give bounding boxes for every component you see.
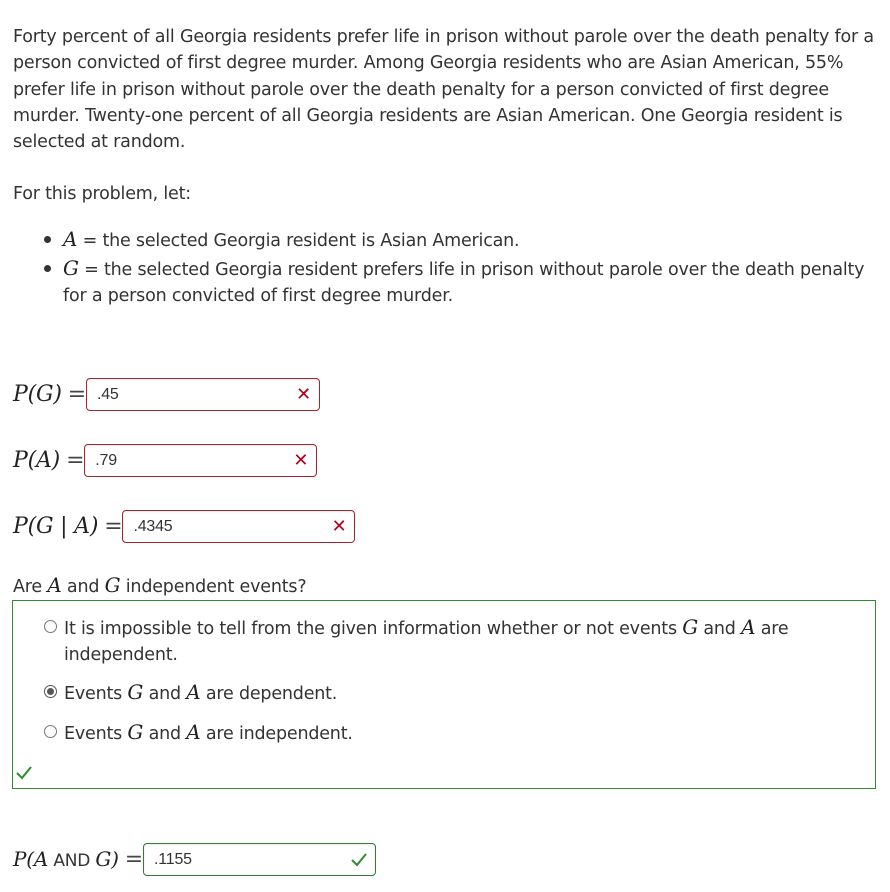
choice-dependent[interactable]	[44, 679, 824, 707]
answer-row-pa	[13, 444, 317, 477]
radio-button[interactable]	[44, 620, 57, 633]
answer-row-pga	[13, 510, 355, 543]
pa-value: .79	[95, 451, 117, 469]
check-icon	[351, 853, 367, 867]
definition-g	[63, 255, 883, 310]
check-icon	[16, 765, 32, 785]
variable-g: G	[63, 255, 79, 280]
variable-a: A	[63, 227, 78, 251]
definitions-list	[0, 226, 883, 310]
definition-g-text: = the selected Georgia resident prefers life in prison without parole over the death penalty for a person convicted of first degree murder.	[63, 259, 865, 307]
pga-input[interactable]	[122, 510, 355, 543]
independence-question	[13, 573, 306, 597]
pg-input[interactable]	[86, 378, 320, 411]
variable-g: G	[104, 573, 121, 597]
definition-a	[63, 226, 883, 255]
paandg-value: .1155	[154, 850, 192, 868]
pga-value: .4345	[133, 517, 173, 535]
radio-button-selected[interactable]	[44, 685, 57, 698]
let-statement: For this problem, let:	[13, 184, 191, 204]
question-and: and	[61, 577, 105, 597]
paandg-label: P(A AND G)	[13, 847, 119, 871]
answer-row-pg	[13, 378, 320, 411]
variable-a: A	[47, 573, 62, 597]
choice-group	[12, 600, 876, 789]
problem-statement: Forty percent of all Georgia residents prefer life in prison without parole over the death penalty for a person convicted of first degree murder. Among Georgia residents who are Asian American, 55% prefer life in prison without parole over the death penalty for a person convicted of first degree murder. Twenty-one percent of all Georgia residents are Asian American. One Georgia resident is selected at random.	[13, 27, 874, 153]
choice-impossible[interactable]	[44, 614, 824, 668]
paandg-input[interactable]	[143, 843, 376, 876]
pg-value: .45	[96, 385, 119, 403]
pa-input[interactable]	[84, 444, 317, 477]
pa-label: P(A)	[13, 448, 61, 473]
x-mark-icon: ✕	[293, 450, 309, 471]
choice-independent[interactable]	[44, 719, 824, 747]
radio-button[interactable]	[44, 725, 57, 738]
answer-row-paandg	[13, 843, 376, 876]
choice-label: Events G and A are independent.	[64, 720, 353, 744]
question-suffix: independent events?	[120, 577, 307, 597]
x-mark-icon: ✕	[331, 516, 347, 537]
definition-a-text: = the selected Georgia resident is Asian American.	[77, 231, 520, 251]
equals-sign: =	[66, 448, 85, 473]
equals-sign: =	[104, 514, 123, 539]
equals-sign: =	[124, 847, 143, 872]
choice-label: It is impossible to tell from the given information whether or not events G and A are independent.	[64, 615, 789, 665]
x-mark-icon: ✕	[296, 384, 311, 405]
pga-label: P(G | A)	[13, 514, 99, 539]
pg-label: P(G)	[13, 382, 62, 407]
question-prefix: Are	[13, 577, 48, 597]
equals-sign: =	[67, 382, 86, 407]
choice-label: Events G and A are dependent.	[64, 680, 338, 704]
